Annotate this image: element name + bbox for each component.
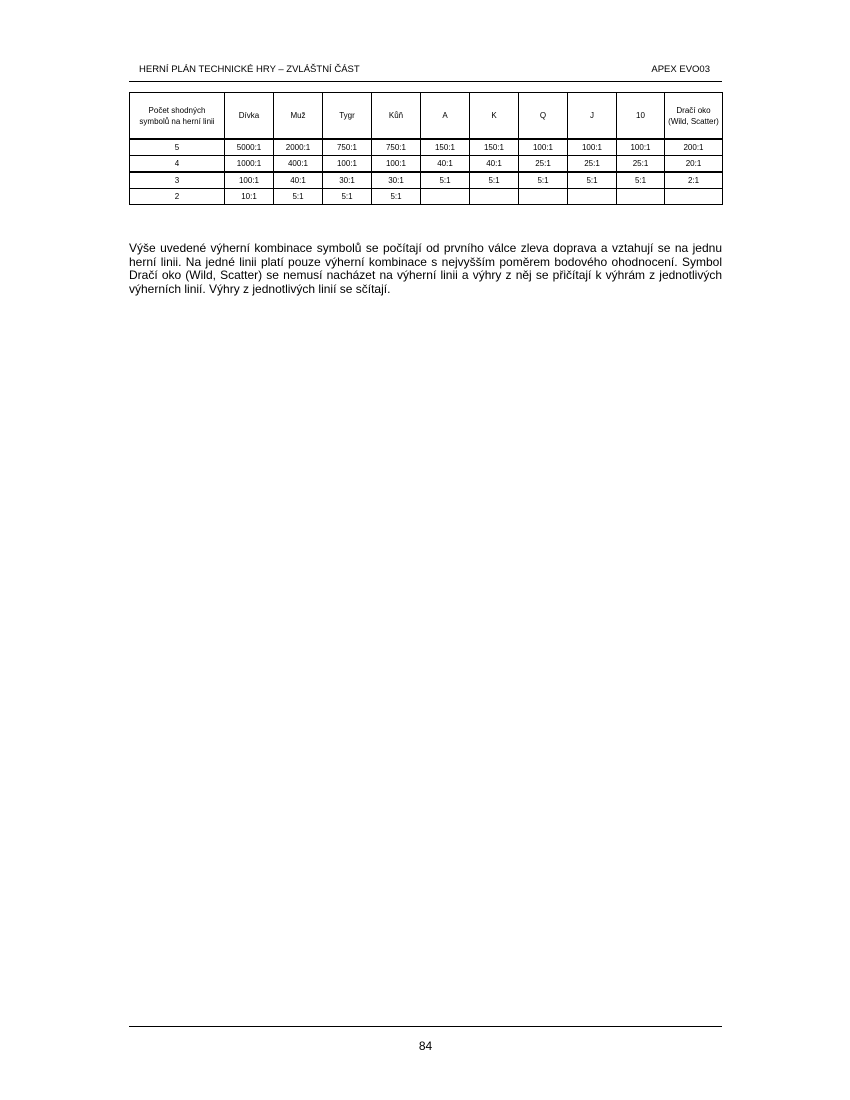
payout-cell: 30:1 bbox=[323, 172, 372, 189]
document-title: HERNÍ PLÁN TECHNICKÉ HRY – ZVLÁŠTNÍ ČÁST bbox=[139, 64, 360, 75]
header-scatter-symbol bbox=[665, 93, 723, 140]
payout-cell: 5:1 bbox=[617, 172, 665, 189]
payout-cell: 2:1 bbox=[665, 172, 723, 189]
payout-cell: 750:1 bbox=[372, 139, 421, 156]
payout-cell bbox=[568, 189, 617, 205]
payout-cell: 30:1 bbox=[372, 172, 421, 189]
payout-cell: 150:1 bbox=[421, 139, 470, 156]
payout-cell: 100:1 bbox=[372, 156, 421, 173]
payout-cell: 5:1 bbox=[274, 189, 323, 205]
payout-cell: 100:1 bbox=[519, 139, 568, 156]
payout-cell: 5000:1 bbox=[225, 139, 274, 156]
header-symbol: Q bbox=[519, 93, 568, 140]
header-symbol: Muž bbox=[274, 93, 323, 140]
page-header bbox=[129, 63, 722, 82]
payout-cell: 750:1 bbox=[323, 139, 372, 156]
paytable-header-row bbox=[130, 93, 723, 140]
payout-cell: 25:1 bbox=[617, 156, 665, 173]
row-count-cell: 4 bbox=[130, 156, 225, 173]
header-scatter-line-1: Dračí oko bbox=[676, 105, 711, 115]
payout-cell bbox=[470, 189, 519, 205]
payout-cell: 5:1 bbox=[470, 172, 519, 189]
header-scatter-line-2: (Wild, Scatter) bbox=[668, 116, 719, 126]
header-symbol-count-line-1: Počet shodných bbox=[148, 105, 206, 115]
row-count-cell: 2 bbox=[130, 189, 225, 205]
payout-cell: 400:1 bbox=[274, 156, 323, 173]
payout-cell bbox=[617, 189, 665, 205]
payout-cell: 5:1 bbox=[568, 172, 617, 189]
payout-cell: 100:1 bbox=[225, 172, 274, 189]
payout-cell: 200:1 bbox=[665, 139, 723, 156]
paytable-row bbox=[130, 172, 723, 189]
header-symbol: 10 bbox=[617, 93, 665, 140]
row-count-cell: 5 bbox=[130, 139, 225, 156]
payout-cell: 40:1 bbox=[470, 156, 519, 173]
body-paragraph: Výše uvedené výherní kombinace symbolů se počítají od prvního válce zleva doprava a vztahují se na jednu herní linii. Na jedné linii platí pouze výherní kombinace s nejvyšším poměrem bodového ohodnocení. Symbol Dračí oko (Wild, Scatter) se nemusí nacházet na výherní linii a výhry z něj se přičítají k výhrám z jednotlivých výherních linií. Výhry z jednotlivých linií se sčítají. bbox=[129, 241, 722, 296]
payout-cell: 10:1 bbox=[225, 189, 274, 205]
payout-cell bbox=[519, 189, 568, 205]
payout-cell: 5:1 bbox=[323, 189, 372, 205]
payout-cell bbox=[421, 189, 470, 205]
header-symbol: J bbox=[568, 93, 617, 140]
header-symbol: Kůň bbox=[372, 93, 421, 140]
header-symbol: Dívka bbox=[225, 93, 274, 140]
payout-cell: 150:1 bbox=[470, 139, 519, 156]
paytable-row bbox=[130, 189, 723, 205]
paytable-row bbox=[130, 156, 723, 173]
document-code: APEX EVO03 bbox=[651, 64, 710, 75]
payout-cell: 100:1 bbox=[617, 139, 665, 156]
payout-cell: 100:1 bbox=[568, 139, 617, 156]
header-symbol: A bbox=[421, 93, 470, 140]
payout-cell: 40:1 bbox=[274, 172, 323, 189]
payout-cell: 5:1 bbox=[519, 172, 568, 189]
row-count-cell: 3 bbox=[130, 172, 225, 189]
payout-cell: 20:1 bbox=[665, 156, 723, 173]
payout-cell bbox=[665, 189, 723, 205]
payout-cell: 25:1 bbox=[519, 156, 568, 173]
payout-cell: 2000:1 bbox=[274, 139, 323, 156]
footer-divider bbox=[129, 1026, 722, 1027]
paytable-row bbox=[130, 139, 723, 156]
payout-cell: 5:1 bbox=[421, 172, 470, 189]
payout-cell: 25:1 bbox=[568, 156, 617, 173]
header-symbol: Tygr bbox=[323, 93, 372, 140]
payout-cell: 5:1 bbox=[372, 189, 421, 205]
payout-cell: 40:1 bbox=[421, 156, 470, 173]
header-symbol-count bbox=[130, 93, 225, 140]
header-symbol-count-line-2: symbolů na herní linii bbox=[139, 116, 215, 126]
paytable bbox=[129, 92, 723, 205]
page-number: 84 bbox=[418, 1039, 433, 1053]
payout-cell: 100:1 bbox=[323, 156, 372, 173]
payout-cell: 1000:1 bbox=[225, 156, 274, 173]
header-symbol: K bbox=[470, 93, 519, 140]
